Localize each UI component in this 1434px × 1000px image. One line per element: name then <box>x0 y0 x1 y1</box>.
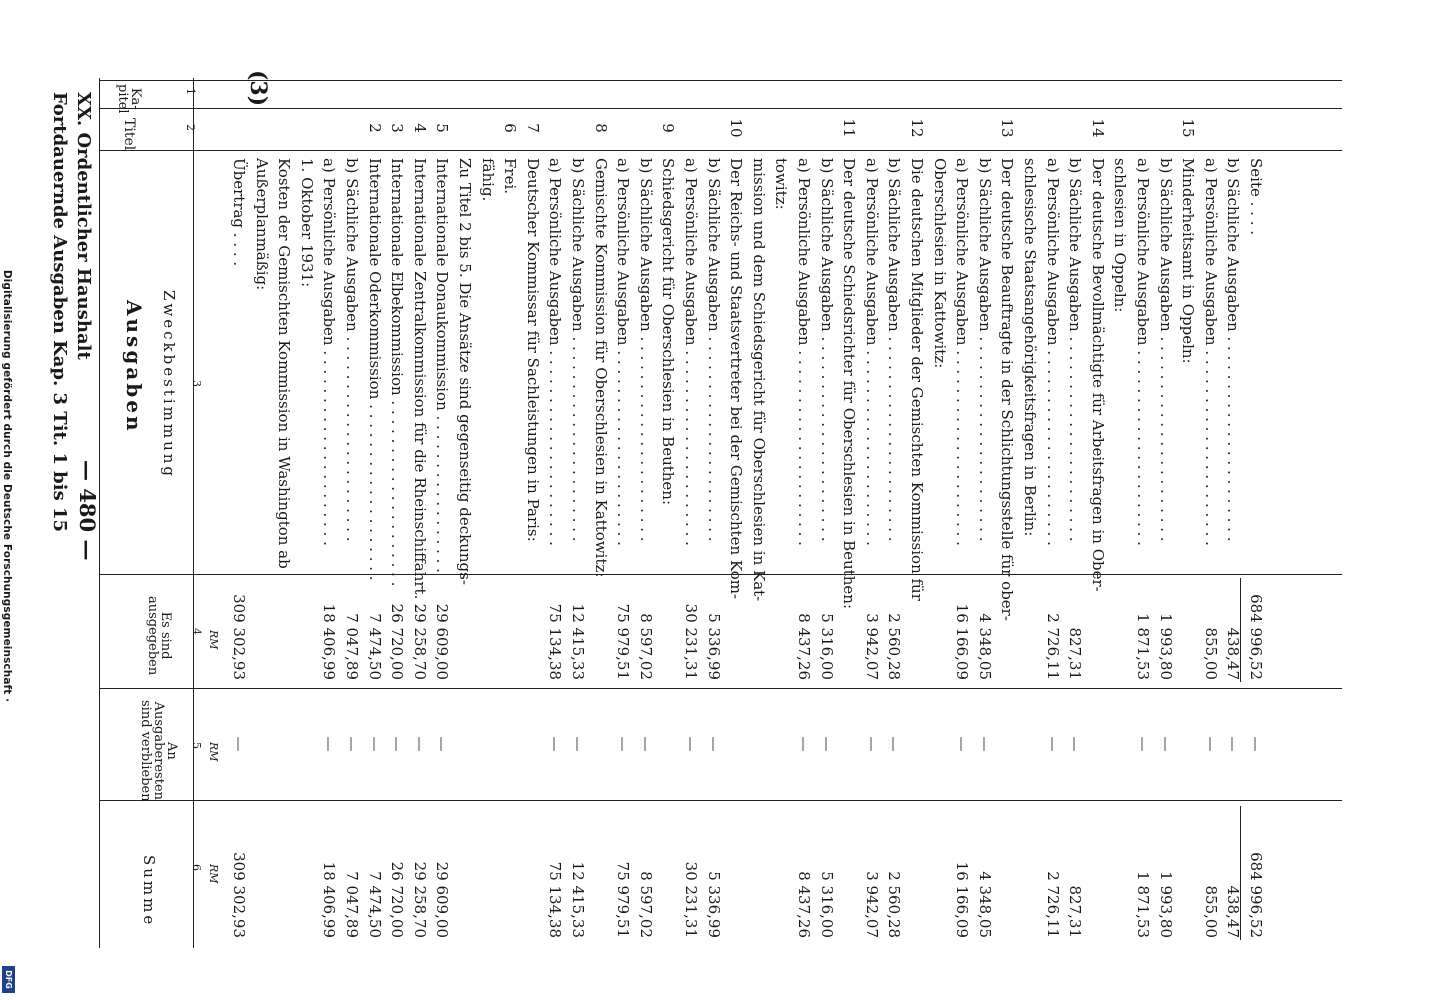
row-reste: — <box>975 736 994 752</box>
row-titel: 5 <box>433 123 452 133</box>
rule-ausg <box>100 574 1342 575</box>
row-text: a) Persönliche Ausgaben . . . . . . . . . . . . . . . . . . . . . <box>614 158 633 546</box>
unit-label-5: RM <box>207 742 220 762</box>
col-summe: Summe <box>140 855 158 928</box>
total-rule <box>1240 578 1241 682</box>
row-summe: 29 609,00 <box>433 861 452 938</box>
row-text: b) Sächliche Ausgaben . . . . . . . . . . . . . . . . . . . . . . <box>704 158 723 542</box>
row-reste: — <box>388 736 407 752</box>
row-text: Frei. <box>501 158 520 195</box>
row-ausgegeben: 18 406,99 <box>320 603 339 680</box>
row-titel: 3 <box>388 123 407 133</box>
row-ausgegeben: 7 047,89 <box>343 613 361 680</box>
row-titel: 11 <box>840 118 859 138</box>
header-bottom-rule <box>193 78 194 948</box>
row-reste: — <box>704 736 723 752</box>
row-ausgegeben: 29 609,00 <box>433 603 452 680</box>
rule-text <box>100 150 1342 151</box>
row-summe: 827,31 <box>1066 885 1085 938</box>
row-text: mission und dem Schiedsgericht für Oberschlesien in Kat- <box>749 158 768 602</box>
row-reste: — <box>343 736 361 752</box>
col-zweck: Zweckbestimmung <box>160 290 178 480</box>
col-num-2: 2 <box>184 124 197 131</box>
row-reste: — <box>410 736 429 752</box>
col-num-3: 3 <box>190 380 203 387</box>
row-text: a) Persönliche Ausgaben . . . . . . . . . . . . . . . . . . . . . <box>1201 158 1220 546</box>
rule-titel <box>100 108 1342 109</box>
row-ausgegeben: 684 996,52 <box>1247 594 1265 680</box>
row-summe: 75 134,38 <box>546 861 565 938</box>
row-ausgegeben: 8 597,02 <box>636 613 655 680</box>
col-num-4: 4 <box>190 628 203 635</box>
row-text: a) Persönliche Ausgaben . . . . . . . . . . . . . . . . . . . . . <box>862 158 881 546</box>
col-kapitel: Ka- pitel <box>115 84 143 114</box>
row-ausgegeben: 309 302,93 <box>230 594 248 680</box>
row-text: b) Sächliche Ausgaben . . . . . . . . . . . . . . . . . . . . . . <box>1224 158 1243 542</box>
row-ausgegeben: 1 871,53 <box>1134 613 1152 680</box>
row-reste: — <box>953 736 972 752</box>
row-reste: — <box>433 736 452 752</box>
row-reste: — <box>1043 736 1062 752</box>
col-num-1: 1 <box>184 88 197 95</box>
row-summe: 75 979,51 <box>614 861 633 938</box>
row-reste: — <box>817 736 836 752</box>
col-ausgegeben: Es sind ausgegeben <box>145 596 173 676</box>
row-ausgegeben: 16 166,09 <box>953 603 972 680</box>
row-text: b) Sächliche Ausgaben . . . . . . . . . . . . . . . . . . . . . . <box>343 158 361 542</box>
row-ausgegeben: 5 336,99 <box>704 613 723 680</box>
row-text: Gemischte Kommission für Oberschlesien in Kattowitz: <box>591 158 610 578</box>
row-text: b) Sächliche Ausgaben . . . . . . . . . . . . . . . . . . . . . . <box>975 158 994 542</box>
row-ausgegeben: 75 134,38 <box>546 603 565 680</box>
row-summe: 4 348,05 <box>975 871 994 938</box>
row-ausgegeben: 12 415,33 <box>569 603 587 680</box>
row-titel: 6 <box>501 123 520 133</box>
row-text: Die deutschen Mitglieder der Gemischten Kommission für <box>908 158 926 601</box>
row-ausgegeben: 438,47 <box>1224 627 1243 680</box>
row-ausgegeben: 827,31 <box>1066 627 1085 680</box>
header-top-rule <box>99 78 100 948</box>
row-titel: 9 <box>659 123 678 133</box>
col-reste: An Ausgaberesten sind verblieben <box>138 700 179 802</box>
rule-summe <box>100 800 1342 801</box>
col-num-6: 6 <box>190 864 203 871</box>
row-summe: 2 560,28 <box>885 871 904 938</box>
row-reste: — <box>614 736 633 752</box>
row-ausgegeben: 1 993,80 <box>1156 613 1175 680</box>
col-titel: Titel <box>121 118 137 151</box>
row-reste: — <box>795 736 813 752</box>
row-titel: 15 <box>1179 118 1198 138</box>
row-reste: — <box>320 736 339 752</box>
title-line-1: XX. Ordentlicher Haushalt <box>73 92 94 360</box>
row-reste: — <box>1224 736 1243 752</box>
row-text: Kosten der Gemischten Kommission in Washington ab <box>275 158 294 569</box>
row-text: b) Sächliche Ausgaben . . . . . . . . . . . . . . . . . . . . . . <box>569 158 587 542</box>
row-reste: — <box>885 736 904 752</box>
row-text: a) Persönliche Ausgaben . . . . . . . . . . . . . . . . . . . . . <box>953 158 972 546</box>
row-ausgegeben: 5 316,00 <box>817 613 836 680</box>
row-text: a) Persönliche Ausgaben . . . . . . . . . . . . . . . . . . . . . <box>1134 158 1152 546</box>
row-summe: 5 316,00 <box>817 871 836 938</box>
row-summe: 26 720,00 <box>388 861 407 938</box>
row-ausgegeben: 2 726,11 <box>1043 613 1062 680</box>
row-text: Internationale Oderkommission . . . . . . . . . . . . . . . . . . . <box>365 158 384 581</box>
row-text: a) Persönliche Ausgaben . . . . . . . . . . . . . . . . . . . . . <box>1043 158 1062 546</box>
row-text: fähig. <box>478 158 497 202</box>
section-marker: (3) <box>245 70 271 107</box>
row-summe: 29 258,70 <box>410 861 429 938</box>
row-text: Außerplanmäßig: <box>252 158 271 291</box>
row-text: Der Reichs- und Staatsvertreter bei der Gemischten Kom- <box>727 158 746 600</box>
row-titel: 13 <box>998 118 1017 138</box>
dfg-logo-text: DFG <box>4 970 14 989</box>
row-summe: 855,00 <box>1201 885 1220 938</box>
row-text: Internationale Elbekommission . . . . . . . . . . . . . . . . . . . . <box>388 158 407 587</box>
row-ausgegeben: 30 231,31 <box>682 603 700 680</box>
row-reste: — <box>1247 736 1265 752</box>
row-summe: 2 726,11 <box>1043 871 1062 938</box>
row-text: a) Persönliche Ausgaben . . . . . . . . . . . . . . . . . . . . . <box>795 158 813 546</box>
row-summe: 5 336,99 <box>704 871 723 938</box>
row-text: b) Sächliche Ausgaben . . . . . . . . . . . . . . . . . . . . . . <box>636 158 655 542</box>
row-summe: 8 437,26 <box>795 871 813 938</box>
row-text: Seite . . . . <box>1247 158 1265 235</box>
row-text: Schiedsgericht für Oberschlesien in Beuthen: <box>659 158 678 506</box>
row-text: Internationale Zentralkommission für die Rheinschiffahrt. . <box>410 158 429 609</box>
row-summe: 309 302,93 <box>230 852 248 938</box>
row-titel: 12 <box>908 118 926 138</box>
row-text: 1. Oktober 1931: <box>297 158 316 288</box>
row-ausgegeben: 3 942,07 <box>862 613 881 680</box>
row-reste: — <box>1156 736 1175 752</box>
row-text: a) Persönliche Ausgaben . . . . . . . . . . . . . . . . . . . . . <box>682 158 700 546</box>
row-reste: — <box>569 736 587 752</box>
row-text: b) Sächliche Ausgaben . . . . . . . . . . . . . . . . . . . . . . <box>885 158 904 542</box>
row-text: Oberschlesien in Kattowitz: <box>930 158 949 369</box>
title-line-2: Fortdauernde Ausgaben Kap. 3 Tit. 1 bis 15 <box>49 92 70 533</box>
row-reste: — <box>1134 736 1152 752</box>
row-summe: 8 597,02 <box>636 871 655 938</box>
unit-label-6: RM <box>207 864 220 884</box>
col-num-5: 5 <box>190 742 203 749</box>
row-summe: 1 871,53 <box>1134 871 1152 938</box>
row-text: a) Persönliche Ausgaben . . . . . . . . . . . . . . . . . . . . . <box>546 158 565 546</box>
row-reste: — <box>682 736 700 752</box>
row-text: Zu Titel 2 bis 5. Die Ansätze sind gegenseitig deckungs- <box>456 158 474 585</box>
row-summe: 3 942,07 <box>862 871 881 938</box>
row-reste: — <box>636 736 655 752</box>
row-summe: 438,47 <box>1224 885 1243 938</box>
page-number: — 480 — <box>75 460 100 561</box>
row-text: b) Sächliche Ausgaben . . . . . . . . . . . . . . . . . . . . . . <box>1066 158 1085 542</box>
row-titel: 14 <box>1088 118 1107 138</box>
row-summe: 7 474,50 <box>365 871 384 938</box>
row-text: Der deutsche Schiedsrichter für Oberschlesien in Beuthen: <box>840 158 859 609</box>
row-titel: 10 <box>727 118 746 138</box>
row-ausgegeben: 75 979,51 <box>614 603 633 680</box>
row-text: Der deutsche Beauftragte in der Schlichtungsstelle für ober- <box>998 158 1017 621</box>
row-summe: 16 166,09 <box>953 861 972 938</box>
rule-kap <box>100 80 1342 81</box>
row-summe: 30 231,31 <box>682 861 700 938</box>
row-summe: 684 996,52 <box>1247 852 1265 938</box>
row-reste: — <box>862 736 881 752</box>
row-summe: 7 047,89 <box>343 871 361 938</box>
row-reste: — <box>365 736 384 752</box>
row-text: schlesische Staatsangehörigkeitsfragen in Berlin: <box>1021 158 1039 537</box>
row-reste: — <box>1066 736 1085 752</box>
row-text: Internationale Donaukommission . . . . . . . . . . . . . . . . . <box>433 158 452 573</box>
row-titel: 2 <box>365 123 384 133</box>
row-titel: 7 <box>523 123 542 133</box>
row-ausgegeben: 26 720,00 <box>388 603 407 680</box>
row-text: Übertrag . . . . <box>230 158 248 267</box>
row-summe: 12 415,33 <box>569 861 587 938</box>
row-text: Der deutsche Bevollmächtigte für Arbeitsfragen in Ober- <box>1088 158 1107 592</box>
row-ausgegeben: 8 437,26 <box>795 613 813 680</box>
row-ausgegeben: 29 258,70 <box>410 603 429 680</box>
row-reste: — <box>1201 736 1220 752</box>
row-titel: 8 <box>591 123 610 133</box>
row-text: schlesien in Oppeln: <box>1111 158 1130 313</box>
funding-note-text: Digitalisierung gefördert durch die Deutsche Forschungsgemeinschaft · <box>1 269 13 703</box>
row-titel: 4 <box>410 123 429 133</box>
row-ausgegeben: 855,00 <box>1201 627 1220 680</box>
unit-label-4: RM <box>207 630 220 650</box>
row-text: Deutscher Kommissar für Sachleistungen in Paris: <box>523 158 542 542</box>
row-reste: — <box>546 736 565 752</box>
row-ausgegeben: 2 560,28 <box>885 613 904 680</box>
row-text: towitz: <box>772 158 791 210</box>
row-text: b) Sächliche Ausgaben . . . . . . . . . . . . . . . . . . . . . . <box>1156 158 1175 542</box>
col-ausgaben: Ausgaben <box>122 300 146 434</box>
row-reste: — <box>230 736 248 752</box>
total-rule <box>1240 806 1241 940</box>
row-summe: 1 993,80 <box>1156 871 1175 938</box>
row-text: b) Sächliche Ausgaben . . . . . . . . . . . . . . . . . . . . . . <box>817 158 836 542</box>
row-text: a) Persönliche Ausgaben . . . . . . . . . . . . . . . . . . . . . <box>320 158 339 546</box>
row-text: Minderheitsamt in Oppeln: <box>1179 158 1198 364</box>
rule-reste <box>100 688 1342 689</box>
row-summe: 18 406,99 <box>320 861 339 938</box>
row-ausgegeben: 4 348,05 <box>975 613 994 680</box>
row-ausgegeben: 7 474,50 <box>365 613 384 680</box>
